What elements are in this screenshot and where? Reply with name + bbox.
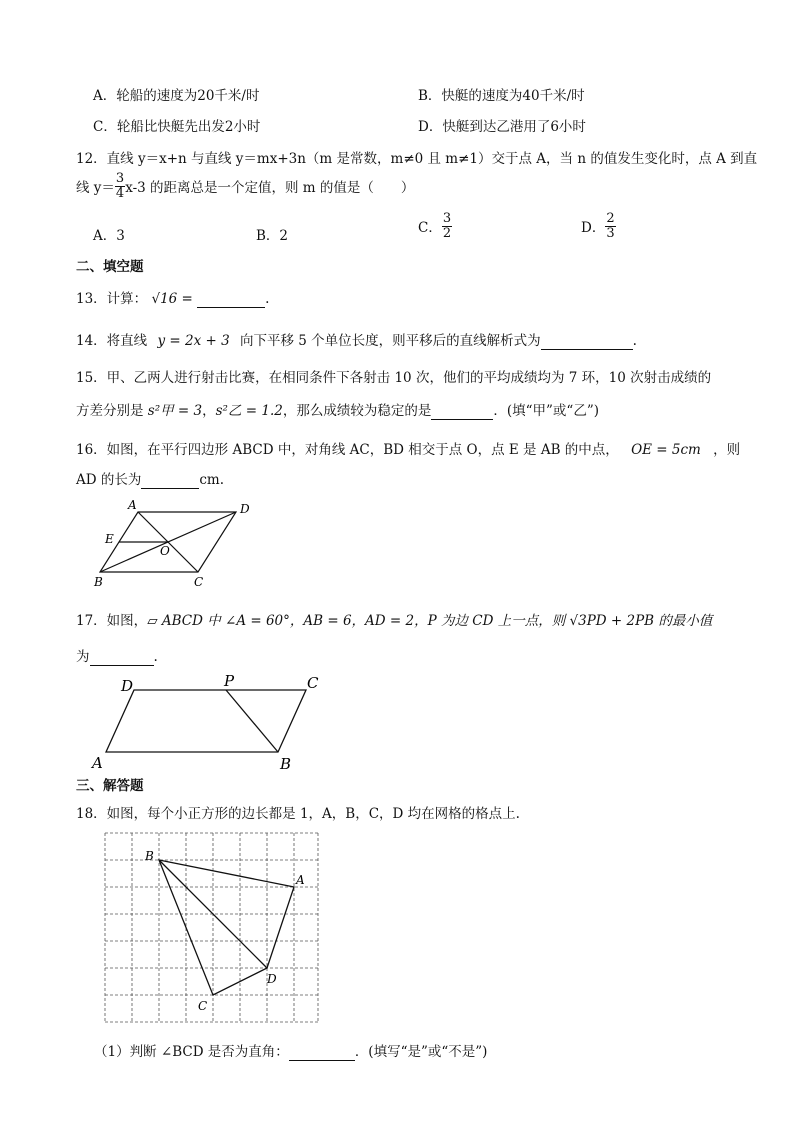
q16-label-c: C <box>194 575 204 589</box>
q12-line2-pre: 线 y＝ <box>76 180 115 197</box>
q18-grid <box>105 833 318 1022</box>
q17-label-c: C <box>307 674 319 692</box>
q17-line2 <box>76 645 158 666</box>
q12-frac-num: 3 <box>115 171 125 186</box>
q17-expr: ▱ ABCD 中 ∠A = 60°，AB = 6，AD = 2，P 为边 CD 上一点，则 √3PD + 2PB 的最小值 <box>147 613 713 629</box>
q16-line1-post: ，则 <box>713 442 741 458</box>
section-fill-in-title: 二、填空题 <box>76 259 144 275</box>
q12-option-a: A．3 <box>93 228 125 244</box>
q12-frac-den: 4 <box>115 185 125 201</box>
q18-sub1-pre: （1）判断 ∠BCD 是否为直角： <box>94 1044 289 1060</box>
q16-label-d: D <box>240 502 250 516</box>
q17-line1 <box>76 609 712 629</box>
q15-answer-blank[interactable] <box>431 403 493 420</box>
q16-label-o: O <box>160 544 170 558</box>
q13-expr: √16 = <box>151 291 193 307</box>
q13 <box>76 287 269 308</box>
q12-option-c <box>418 212 452 240</box>
q12-option-b: B．2 <box>256 228 289 244</box>
q15-line1: 15．甲、乙两人进行射击比赛，在相同条件下各射击 10 次，他们的平均成绩均为 7 环，10 次射击成绩的 <box>76 370 712 386</box>
q15-line2-pre: 方差分别是 <box>76 403 144 419</box>
q16-line2-pre: AD 的长为 <box>76 472 142 488</box>
q15-variance-yi: s²乙 = 1.2 <box>215 403 283 419</box>
q17-parallelogram <box>106 690 306 752</box>
q17-line1-pre: 17．如图， <box>76 613 148 629</box>
q18-grid-figure <box>104 832 320 1026</box>
q14-mid: 向下平移 5 个单位长度，则平移后的直线解析式为 <box>240 333 541 349</box>
q12-option-d-num: 2 <box>606 211 615 226</box>
q18-label-b: B <box>145 849 154 863</box>
q13-post: . <box>265 291 270 307</box>
q16-answer-blank[interactable] <box>141 472 199 489</box>
q14-expr: y = 2x + 3 <box>157 333 230 349</box>
q15-line2-mid: ，那么成绩较为稳定的是 <box>282 403 432 419</box>
q12-line1: 12．直线 y＝x+n 与直线 y＝mx+3n（m 是常数，m≠0 且 m≠1）交于点 A，当 n 的值发生变化时，点 A 到直 <box>76 151 758 167</box>
q18-sub1 <box>94 1040 487 1061</box>
q16-parallelogram-figure <box>88 498 268 590</box>
q15-line2: 方差分别是 s²甲 = 3，s²乙 = 1.2，那么成绩较为稳定的是 ．(填“甲”或“乙”) <box>76 403 599 419</box>
q15-line2-post: ．(填“甲”或“乙”) <box>493 403 599 419</box>
q12-option-d-frac <box>605 212 615 240</box>
q18-sub1-answer-blank[interactable] <box>289 1044 355 1061</box>
q12-line2-post: x-3 的距离总是一个定值，则 m 的值是（ ） <box>125 180 415 197</box>
q14-post: . <box>632 333 637 349</box>
q12-option-d-label: D． <box>581 220 606 237</box>
q14 <box>76 329 637 350</box>
q17-line2-post: . <box>153 649 158 665</box>
q18-sub1-post: ．(填写“是”或“不是”) <box>354 1044 488 1060</box>
q18-line1: 18．如图，每个小正方形的边长都是 1，A，B，C，D 均在网格的格点上. <box>76 806 520 822</box>
q18-label-d: D <box>267 972 277 986</box>
q16-line1-pre: 16．如图，在平行四边形 ABCD 中，对角线 AC，BD 相交于点 O，点 E 是 AB 的中点， <box>76 442 619 458</box>
q11-option-d: D．快艇到达乙港用了6小时 <box>418 119 586 135</box>
q12-option-c-label: C． <box>418 220 442 237</box>
q16-line2 <box>76 468 224 489</box>
q11-option-b: B．快艇的速度为40千米/时 <box>418 88 585 104</box>
q17-line2-pre: 为 <box>76 649 90 665</box>
q16-line1 <box>76 438 740 458</box>
q17-parallelogram-figure <box>88 670 328 774</box>
q16-label-e: E <box>105 532 114 546</box>
q17-answer-blank[interactable] <box>90 649 154 666</box>
q16-label-b: B <box>94 575 103 589</box>
q12-option-c-frac <box>442 212 452 240</box>
q18-label-a: A <box>296 873 305 887</box>
q16-line2-post: cm. <box>199 472 225 488</box>
q18-label-c: C <box>198 999 208 1013</box>
q16-expr: OE = 5cm <box>631 442 701 458</box>
q14-pre: 14．将直线 <box>76 333 148 349</box>
q16-label-a: A <box>128 498 137 512</box>
q12-option-c-num: 3 <box>442 211 452 226</box>
q12-line2 <box>76 172 414 200</box>
q15-variance-jia: s²甲 = 3 <box>147 403 203 419</box>
q17-label-b: B <box>280 755 292 773</box>
q12-option-d <box>581 212 616 240</box>
q13-answer-blank[interactable] <box>197 291 265 308</box>
q12-option-d-den: 3 <box>606 225 615 241</box>
q12-fraction <box>115 172 125 200</box>
q11-option-c: C．轮船比快艇先出发2小时 <box>93 119 261 135</box>
q17-label-a: A <box>92 754 103 772</box>
q11-option-a: A．轮船的速度为20千米/时 <box>93 88 260 104</box>
q17-segment-pb <box>226 690 278 752</box>
q13-pre: 13．计算： <box>76 291 148 307</box>
q17-label-d: D <box>121 677 134 695</box>
q17-label-p: P <box>224 672 235 690</box>
q12-option-c-den: 2 <box>442 225 452 241</box>
section-answer-title: 三、解答题 <box>76 778 144 794</box>
q14-answer-blank[interactable] <box>541 333 633 350</box>
